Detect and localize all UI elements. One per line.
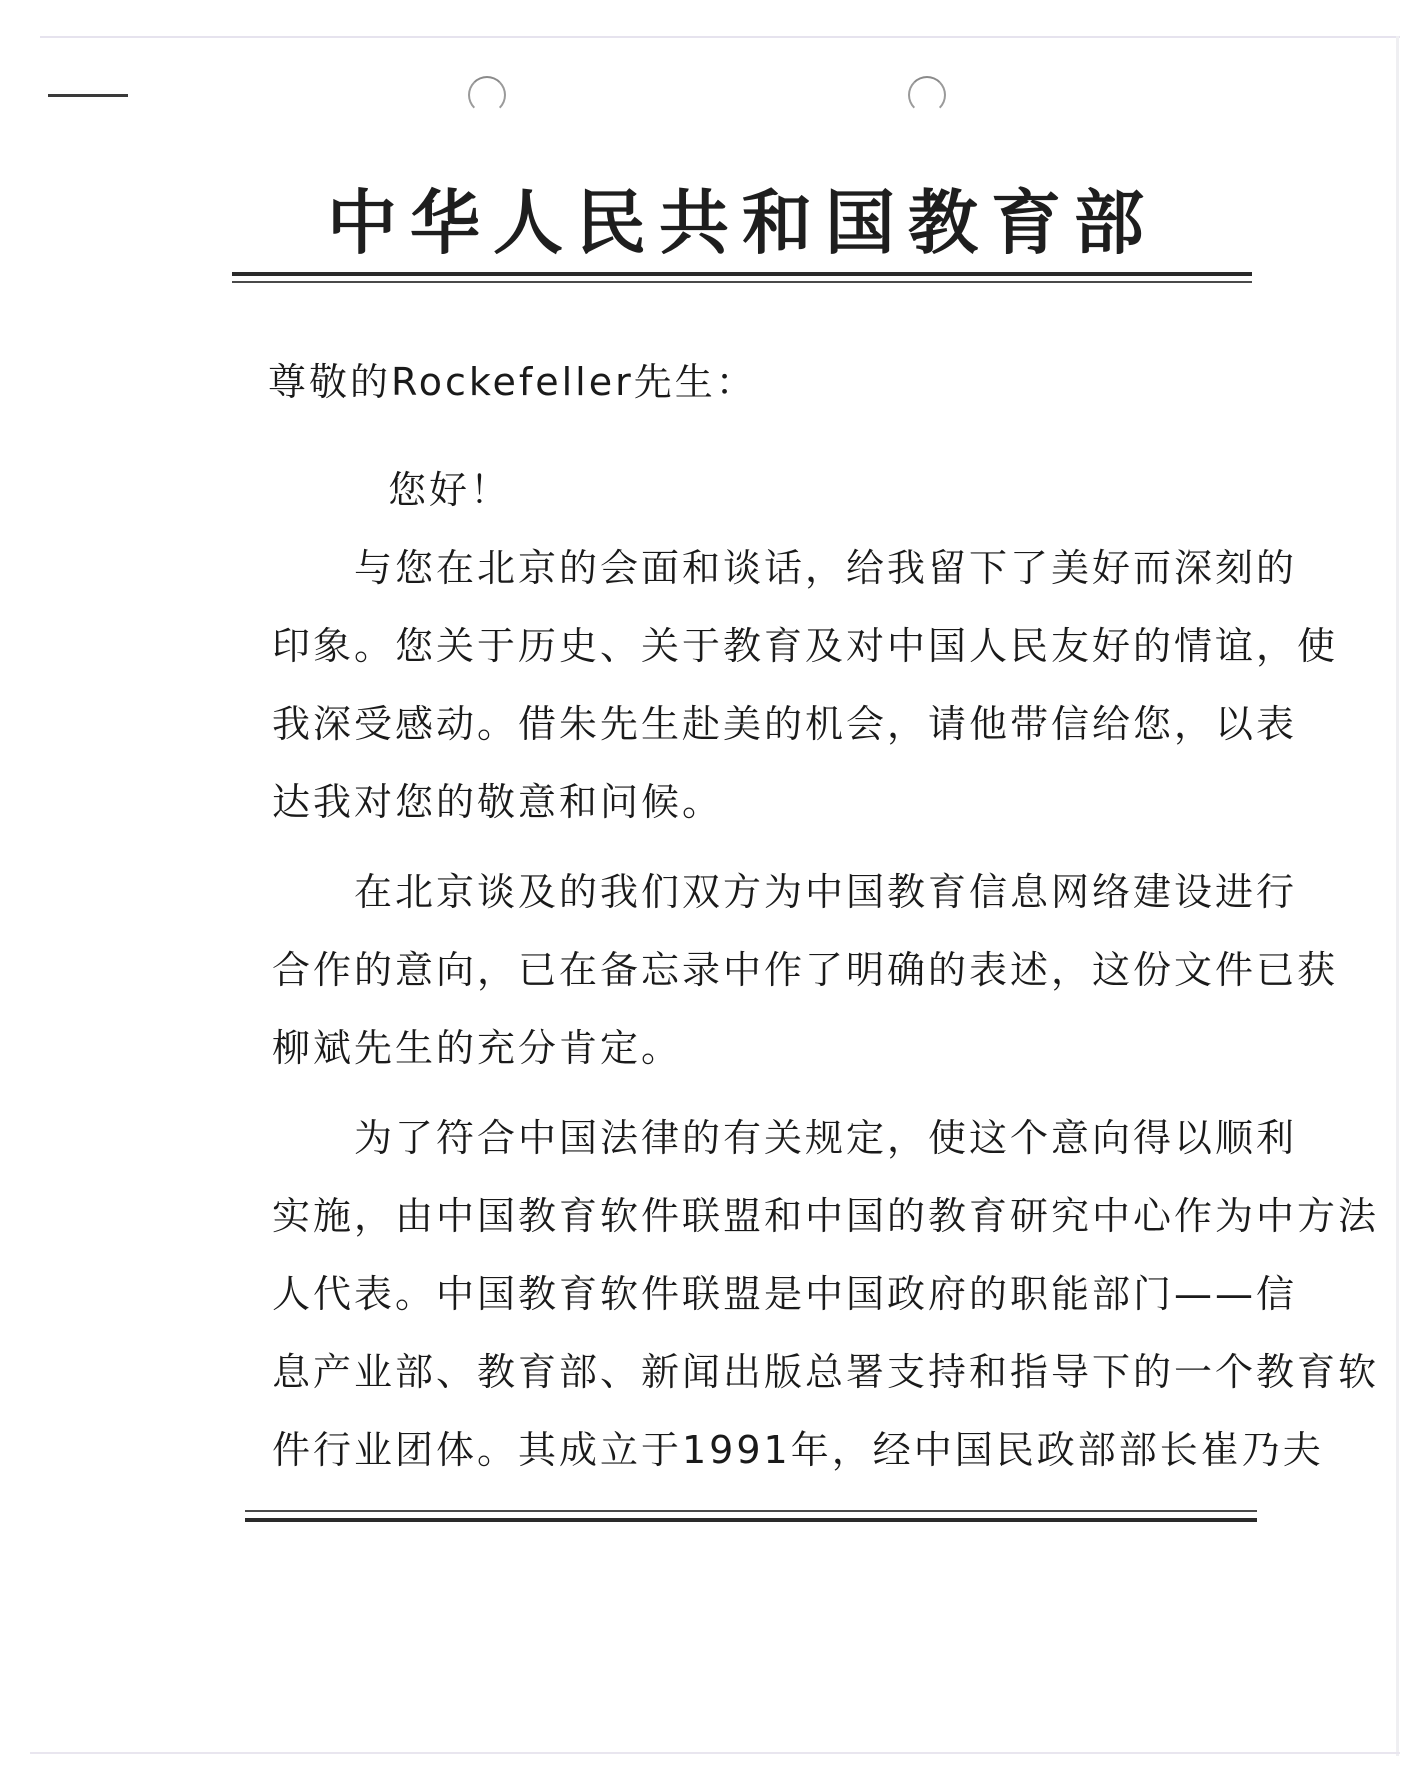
body-line: 柳斌先生的充分肯定。 <box>272 1026 683 1070</box>
body-line: 与您在北京的会面和谈话，给我留下了美好而深刻的 <box>272 546 1298 590</box>
greeting: 您好！ <box>388 468 512 512</box>
body-line: 实施，由中国教育软件联盟和中国的教育研究中心作为中方法 <box>272 1194 1380 1238</box>
letterhead-rule-thin <box>232 281 1252 283</box>
scan-edge-right <box>1396 36 1399 1756</box>
body-line: 在北京谈及的我们双方为中国教育信息网络建设进行 <box>272 870 1298 914</box>
salutation: 尊敬的Rockefeller先生： <box>268 360 757 404</box>
corner-mark <box>48 94 128 97</box>
scan-edge-bottom <box>30 1752 1400 1754</box>
body-line: 印象。您关于历史、关于教育及对中国人民友好的情谊，使 <box>272 624 1339 668</box>
body-line: 我深受感动。借朱先生赴美的机会，请他带信给您，以表 <box>272 702 1298 746</box>
body-line: 合作的意向，已在备忘录中作了明确的表述，这份文件已获 <box>272 948 1339 992</box>
footer-rule-thick <box>245 1518 1257 1522</box>
body-line: 息产业部、教育部、新闻出版总署支持和指导下的一个教育软 <box>272 1350 1380 1394</box>
body-line: 人代表。中国教育软件联盟是中国政府的职能部门——信 <box>272 1272 1298 1316</box>
body-line: 件行业团体。其成立于1991年，经中国民政部部长崔乃夫 <box>272 1428 1324 1472</box>
letterhead-title: 中华人民共和国教育部 <box>327 181 1157 264</box>
scan-edge-top <box>40 36 1400 38</box>
punch-hole-left <box>468 76 506 114</box>
body-line: 达我对您的敬意和问候。 <box>272 780 724 824</box>
punch-hole-right <box>908 76 946 114</box>
letterhead-rule-thick <box>232 272 1252 276</box>
body-line: 为了符合中国法律的有关规定，使这个意向得以顺利 <box>272 1116 1298 1160</box>
footer-rule-thin <box>245 1510 1257 1512</box>
